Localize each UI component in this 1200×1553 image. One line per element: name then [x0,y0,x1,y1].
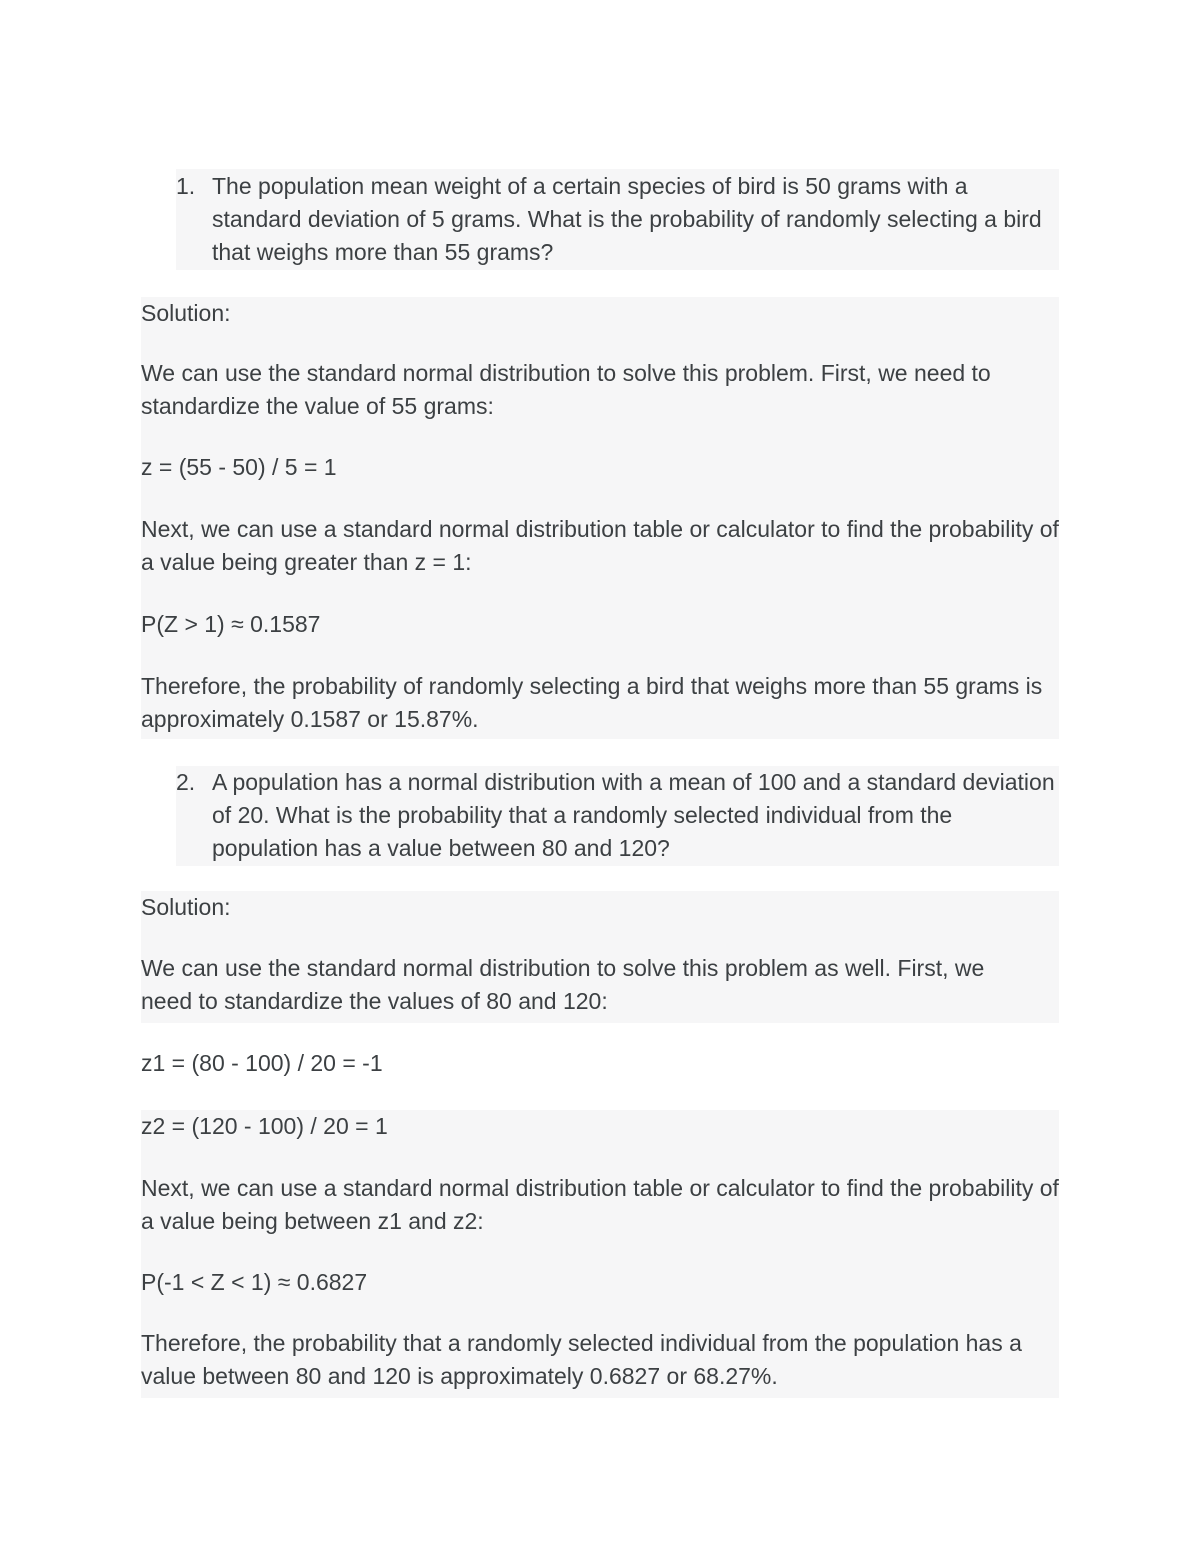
solution-2-intro: We can use the standard normal distribution to solve this problem as well. First, we need to standardize the values of 80 and 120: [141,955,985,1014]
solution-2-block-b [141,1110,1059,1398]
question-2-text: A population has a normal distribution with a mean of 100 and a standard deviation of 20. What is the probability that a randomly selected individual from the population has a value between 80 and 120? [212,769,1055,861]
solution-1-conclusion: Therefore, the probability of randomly selecting a bird that weighs more than 55 grams is approximately 0.1587 or 15.87%. [141,673,1043,732]
solution-2-conclusion: Therefore, the probability that a randomly selected individual from the population has a value between 80 and 120 is approximately 0.6827 or 68.27%. [141,1330,1022,1389]
question-1 [176,170,1059,269]
solution-1-formula: z = (55 - 50) / 5 = 1 [141,454,337,480]
question-2-number: 2. [176,769,196,795]
question-1-text: The population mean weight of a certain species of bird is 50 grams with a standard deviation of 5 grams. What is the probability of randomly selecting a bird that weighs more than 55 grams? [212,173,1042,265]
question-1-number: 1. [176,173,196,199]
question-2-block [176,766,1059,866]
solution-1-next: Next, we can use a standard normal distribution table or calculator to find the probability of a value being greater than z = 1: [141,516,1059,575]
solution-1-label: Solution: [141,300,231,326]
solution-2-label: Solution: [141,894,231,920]
solution-1-intro: We can use the standard normal distribution to solve this problem. First, we need to standardize the value of 55 grams: [141,360,991,419]
solution-2-formula-z1: z1 = (80 - 100) / 20 = -1 [141,1050,383,1076]
solution-1-probability: P(Z > 1) ≈ 0.1587 [141,611,321,637]
solution-2-formula-z2: z2 = (120 - 100) / 20 = 1 [141,1113,388,1139]
question-1-block [176,169,1059,270]
solution-2-block-a [141,891,1059,1023]
solution-2-probability: P(-1 < Z < 1) ≈ 0.6827 [141,1269,368,1295]
question-2 [176,766,1059,865]
solution-2-next: Next, we can use a standard normal distribution table or calculator to find the probability of a value being between z1 and z2: [141,1175,1059,1234]
solution-1-block [141,297,1059,739]
